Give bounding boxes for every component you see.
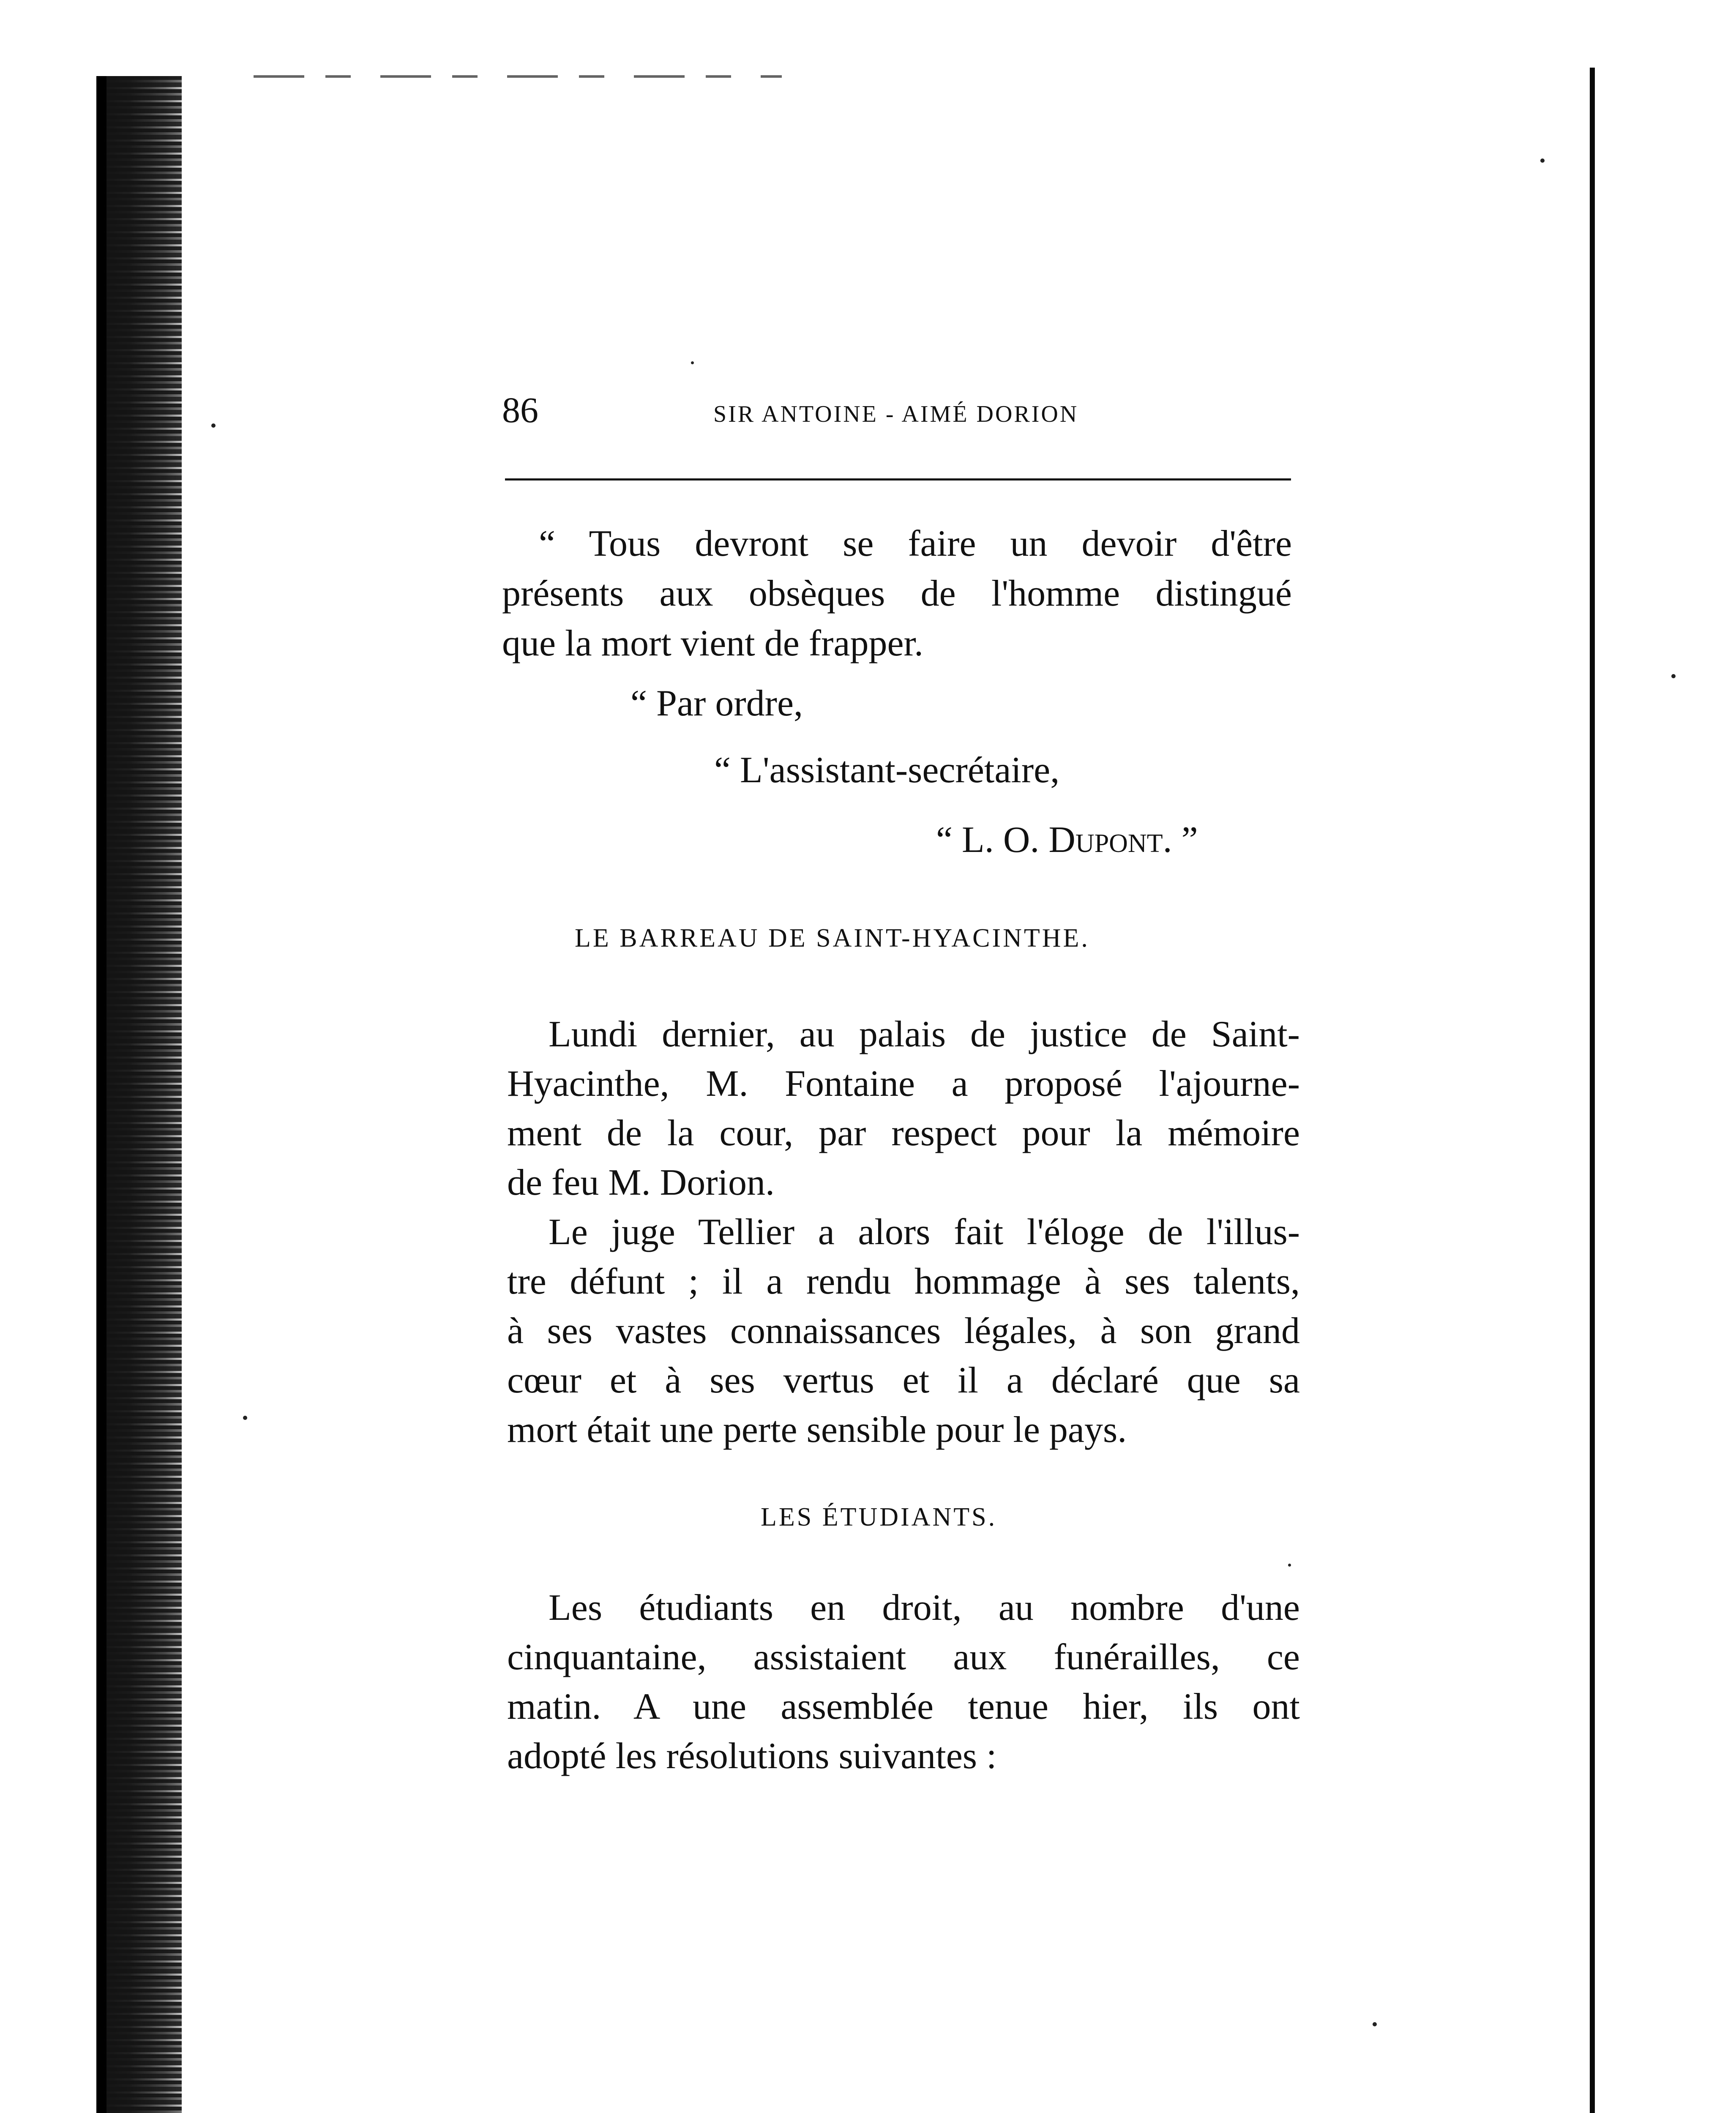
text-line: adopté les résolutions suivantes : [507,1736,997,1777]
scan-page-edge [1590,68,1595,2113]
text-line: cœur et à ses vertus et il a déclaré que sa [507,1360,1300,1401]
text-line: Lundi dernier, au palais de justice de Saint- [549,1014,1300,1055]
scan-speck [211,423,216,428]
text-line: présents aux obsèques de l'homme distingué [502,573,1292,614]
text-line: mort était une perte sensible pour le pays. [507,1409,1127,1450]
text-line: cinquantaine, assistaient aux funérailles, ce [507,1637,1300,1678]
signature-name-smallcaps: upont [1075,819,1163,860]
scan-binding-texture [101,76,182,2113]
signature-name-suffix: . ” [1163,819,1198,860]
signature-name [936,817,1198,863]
scan-speck [243,1416,247,1420]
scan-speck [1373,2022,1377,2026]
scan-speck [1288,1564,1291,1567]
text-line: de feu M. Dorion. [507,1162,775,1203]
text-line: tre défunt ; il a rendu hommage à ses talents, [507,1261,1300,1302]
text-line: ment de la cour, par respect pour la mémoire [507,1113,1300,1154]
running-head: SIR ANTOINE - AIMÉ DORION [713,401,1079,427]
page-number: 86 [502,390,538,430]
scan-top-marks [254,75,782,78]
signature-line: “ Par ordre, [631,683,803,724]
signature-line: “ L'assistant-secrétaire, [714,750,1060,791]
header-rule [505,478,1291,480]
text-line: à ses vastes connaissances légales, à son grand [507,1310,1300,1351]
text-line: Le juge Tellier a alors fait l'éloge de l'illus- [549,1212,1300,1253]
scan-speck [1540,158,1545,163]
text-line: “ Tous devront se faire un devoir d'être [539,523,1292,564]
section-title: LES ÉTUDIANTS. [761,1503,997,1532]
text-line: Hyacinthe, M. Fontaine a proposé l'ajourne- [507,1063,1300,1104]
page-header [502,389,1297,431]
section-title: LE BARREAU DE SAINT-HYACINTHE. [575,924,1090,953]
scan-speck [691,361,694,364]
text-line: que la mort vient de frapper. [502,623,923,664]
text-line: Les étudiants en droit, au nombre d'une [549,1587,1300,1628]
signature-name-prefix: “ L. O. D [936,819,1075,860]
text-line: matin. A une assemblée tenue hier, ils ont [507,1686,1300,1727]
scan-speck [1671,674,1676,678]
